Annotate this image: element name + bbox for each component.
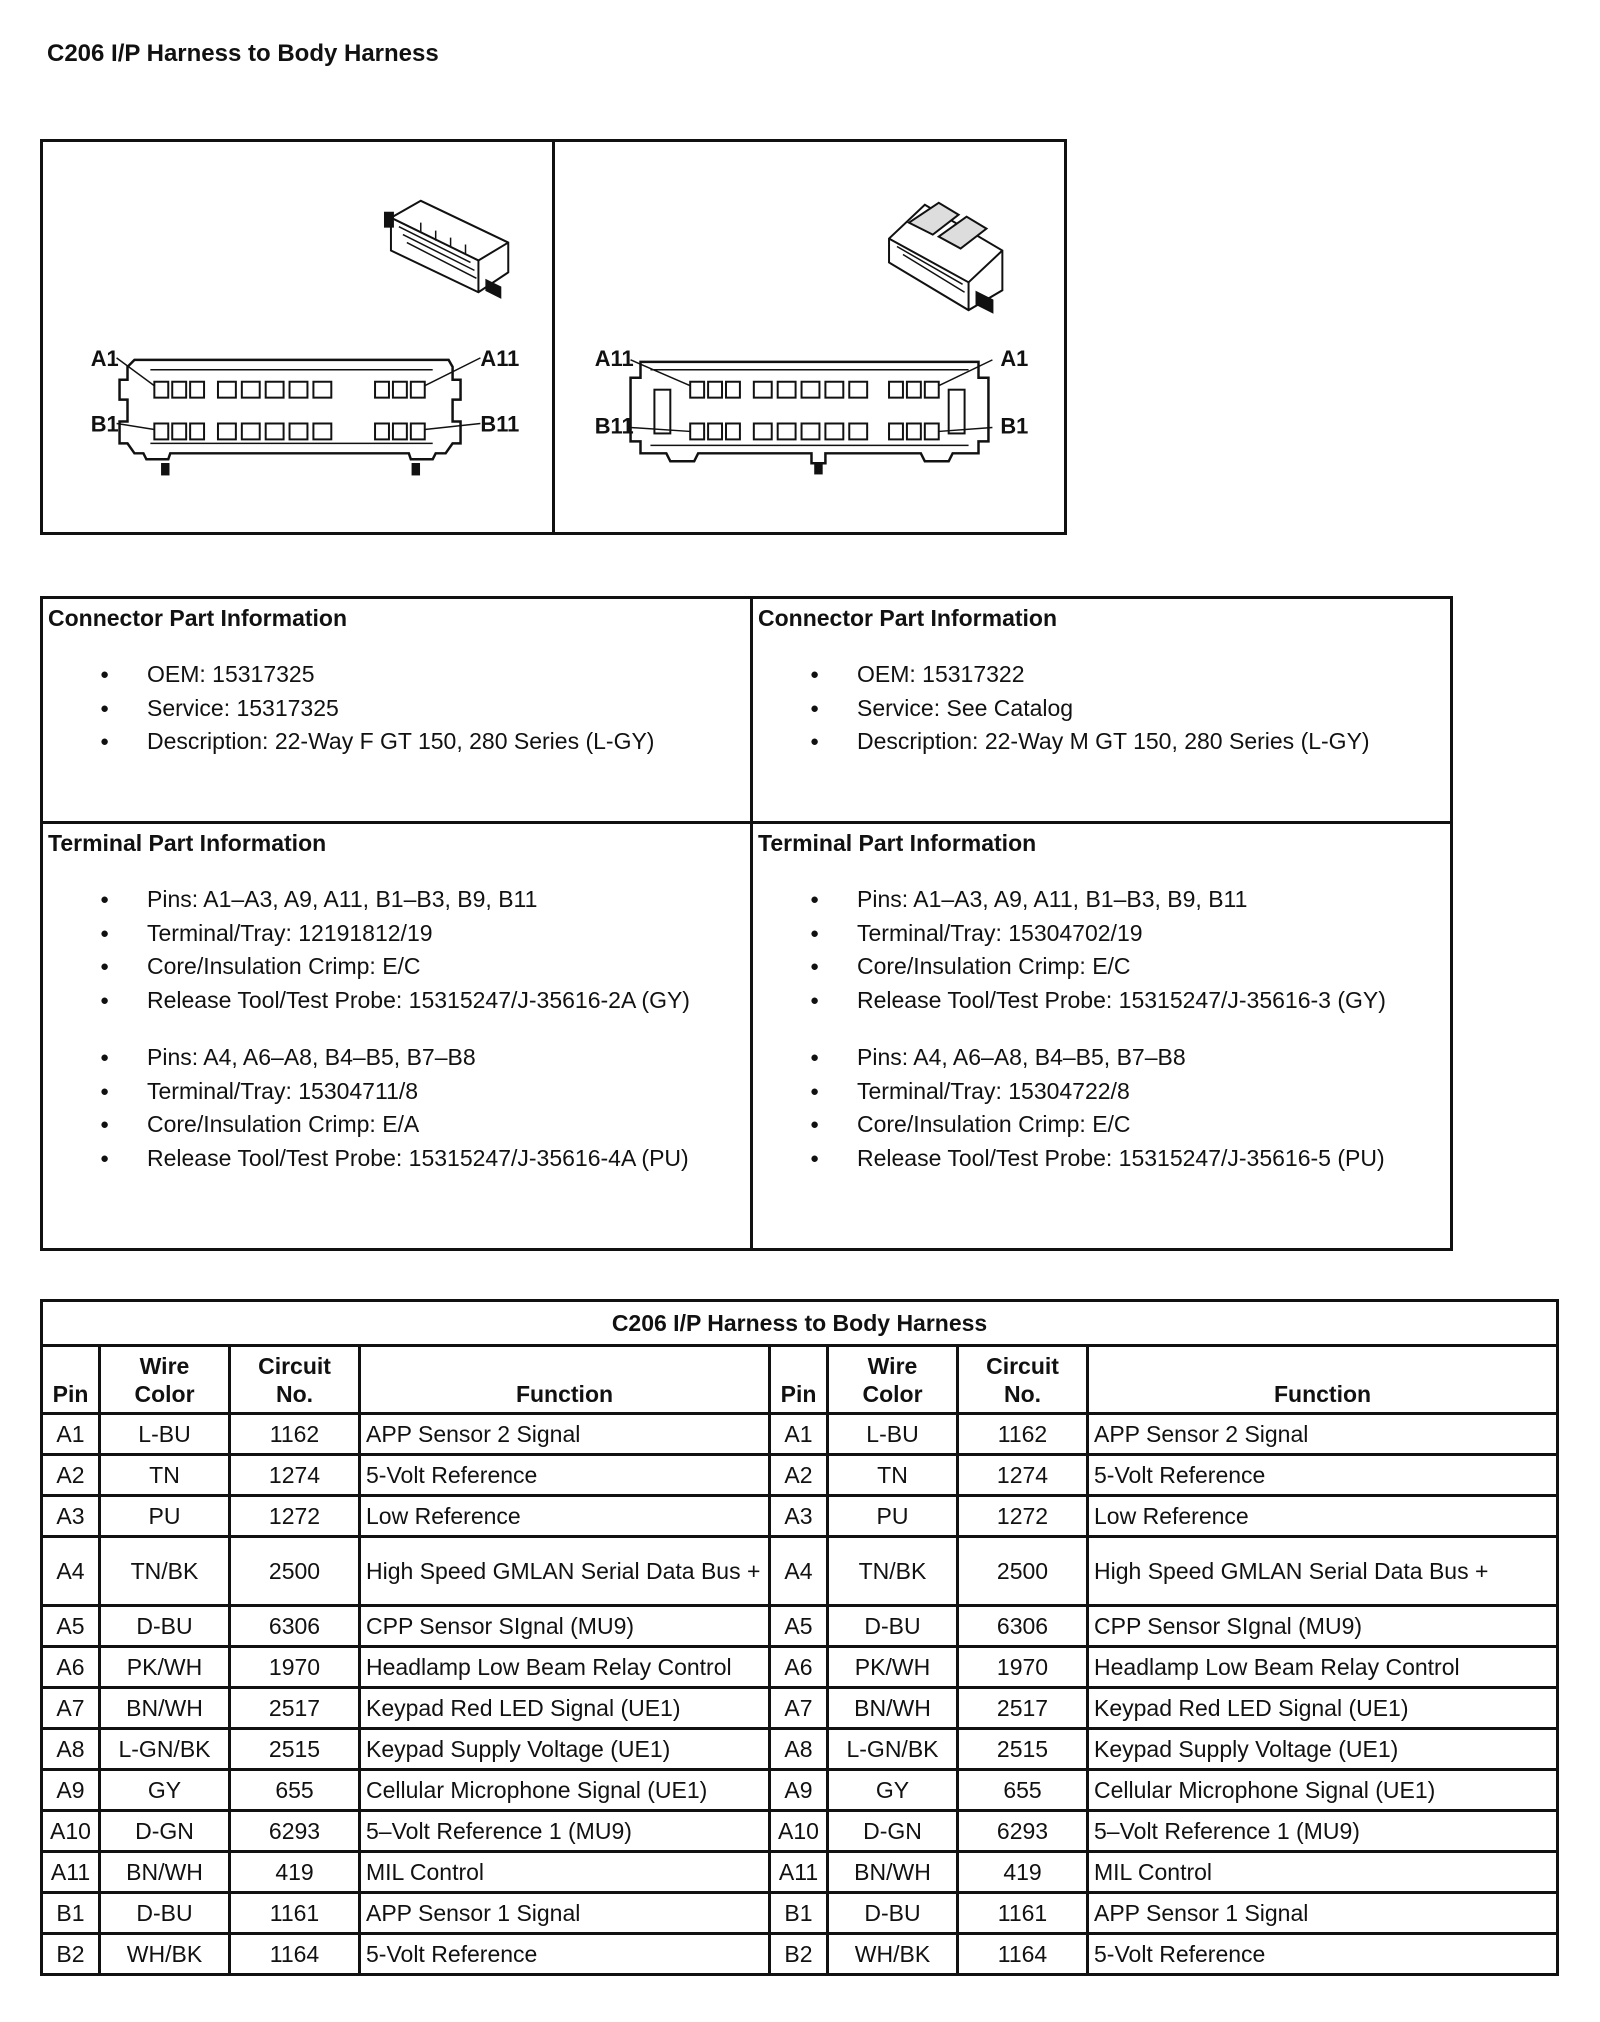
wire-color-cell: BN/WH <box>828 1852 958 1893</box>
connector-face-outline <box>120 360 461 474</box>
function-cell: High Speed GMLAN Serial Data Bus + <box>360 1537 770 1606</box>
circuit-no-cell: 2515 <box>230 1729 360 1770</box>
pin-label-b11: B11 <box>480 411 520 437</box>
list-item: ● Description: 22-Way F GT 150, 280 Series (L-GY) <box>48 725 746 759</box>
pin-cell: A6 <box>42 1647 100 1688</box>
circuit-no-cell: 2515 <box>958 1729 1088 1770</box>
wire-color-cell: TN <box>828 1455 958 1496</box>
circuit-no-cell: 1164 <box>958 1934 1088 1975</box>
pin-cell: A3 <box>770 1496 828 1537</box>
circuit-no-cell: 1970 <box>230 1647 360 1688</box>
list-item: ● OEM: 15317322 <box>758 658 1446 692</box>
list-item: ● Service: 15317325 <box>48 692 746 726</box>
pin-cell: A7 <box>770 1688 828 1729</box>
wire-color-cell: L-GN/BK <box>100 1729 230 1770</box>
list-item: ● Release Tool/Test Probe: 15315247/J-35616-4A (PU) <box>48 1142 746 1176</box>
pin-label-b1: B1 <box>90 411 119 437</box>
list-item: ● Release Tool/Test Probe: 15315247/J-35616-2A (GY) <box>48 984 746 1018</box>
wire-color-cell: TN/BK <box>100 1537 230 1606</box>
column-header-wire-color: Wire Color <box>828 1346 958 1414</box>
terminal-group-2 <box>48 1041 746 1175</box>
connector-3d-icon <box>889 203 1002 312</box>
wire-color-cell: D-GN <box>828 1811 958 1852</box>
table-row <box>42 1893 1558 1934</box>
part-info-table <box>40 596 1453 1251</box>
circuit-no-cell: 6293 <box>230 1811 360 1852</box>
connector-diagrams <box>40 139 1067 535</box>
wire-color-cell: L-BU <box>100 1414 230 1455</box>
function-cell: 5-Volt Reference <box>360 1455 770 1496</box>
circuit-no-cell: 1161 <box>958 1893 1088 1934</box>
wire-color-cell: BN/WH <box>100 1852 230 1893</box>
list-item: ● Release Tool/Test Probe: 15315247/J-35616-5 (PU) <box>758 1142 1446 1176</box>
wire-color-cell: GY <box>828 1770 958 1811</box>
circuit-no-cell: 1274 <box>958 1455 1088 1496</box>
circuit-no-cell: 6306 <box>230 1606 360 1647</box>
pin-cell: A4 <box>770 1537 828 1606</box>
function-cell: Cellular Microphone Signal (UE1) <box>360 1770 770 1811</box>
table-row <box>42 1811 1558 1852</box>
table-row <box>42 1455 1558 1496</box>
table-row <box>42 1496 1558 1537</box>
pin-cell: A2 <box>770 1455 828 1496</box>
circuit-no-cell: 655 <box>230 1770 360 1811</box>
table-row <box>42 1606 1558 1647</box>
pin-cell: A11 <box>42 1852 100 1893</box>
circuit-no-cell: 1274 <box>230 1455 360 1496</box>
pin-cell: A5 <box>770 1606 828 1647</box>
list-item: ● OEM: 15317325 <box>48 658 746 692</box>
wire-color-cell: WH/BK <box>100 1934 230 1975</box>
circuit-no-cell: 6293 <box>958 1811 1088 1852</box>
terminal-info-heading: Terminal Part Information <box>758 830 1037 856</box>
column-header-circuit-no: Circuit No. <box>958 1346 1088 1414</box>
terminal-info-right <box>752 823 1452 1250</box>
list-item: ● Release Tool/Test Probe: 15315247/J-35616-3 (GY) <box>758 984 1446 1018</box>
list-item: ● Service: See Catalog <box>758 692 1446 726</box>
circuit-no-cell: 655 <box>958 1770 1088 1811</box>
pin-cell: A11 <box>770 1852 828 1893</box>
list-item: ● Terminal/Tray: 15304702/19 <box>758 917 1446 951</box>
connector-info-heading: Connector Part Information <box>48 605 348 631</box>
wire-color-cell: L-BU <box>828 1414 958 1455</box>
table-row <box>42 1770 1558 1811</box>
pin-cell: A4 <box>42 1537 100 1606</box>
connector-3d-icon <box>385 201 508 297</box>
pin-label-a1: A1 <box>90 345 119 371</box>
connector-info-list <box>758 658 1446 759</box>
circuit-no-cell: 2500 <box>230 1537 360 1606</box>
list-item: ● Pins: A4, A6–A8, B4–B5, B7–B8 <box>48 1041 746 1075</box>
terminal-group-2 <box>758 1041 1446 1175</box>
wire-color-cell: PK/WH <box>828 1647 958 1688</box>
pin-label-b11: B11 <box>594 413 634 439</box>
list-item: ● Terminal/Tray: 12191812/19 <box>48 917 746 951</box>
pin-label-a1: A1 <box>1000 345 1029 371</box>
column-header-circuit-no: Circuit No. <box>230 1346 360 1414</box>
terminal-info-left <box>42 823 752 1250</box>
column-header-function: Function <box>1088 1346 1558 1414</box>
wire-color-cell: L-GN/BK <box>828 1729 958 1770</box>
pin-cell: A9 <box>42 1770 100 1811</box>
pin-cell: A8 <box>42 1729 100 1770</box>
connector-info-heading: Connector Part Information <box>758 605 1058 631</box>
function-cell: 5-Volt Reference <box>1088 1455 1558 1496</box>
function-cell: Keypad Supply Voltage (UE1) <box>1088 1729 1558 1770</box>
pin-cell: A1 <box>42 1414 100 1455</box>
pin-cell: A3 <box>42 1496 100 1537</box>
column-header-function: Function <box>360 1346 770 1414</box>
wire-color-cell: BN/WH <box>828 1688 958 1729</box>
pinout-table <box>40 1299 1559 1976</box>
function-cell: Keypad Supply Voltage (UE1) <box>360 1729 770 1770</box>
table-row <box>42 1729 1558 1770</box>
female-connector-drawing <box>43 142 552 532</box>
connector-info-list <box>48 658 746 759</box>
circuit-no-cell: 2517 <box>958 1688 1088 1729</box>
function-cell: Keypad Red LED Signal (UE1) <box>1088 1688 1558 1729</box>
function-cell: APP Sensor 2 Signal <box>1088 1414 1558 1455</box>
table-row <box>42 1852 1558 1893</box>
pin-cavities <box>154 382 424 440</box>
pin-label-a11: A11 <box>480 345 520 371</box>
female-connector-diagram <box>43 142 552 532</box>
circuit-no-cell: 419 <box>230 1852 360 1893</box>
function-cell: APP Sensor 2 Signal <box>360 1414 770 1455</box>
pin-cell: A6 <box>770 1647 828 1688</box>
pin-cell: A10 <box>42 1811 100 1852</box>
wire-color-cell: D-BU <box>828 1893 958 1934</box>
list-item: ● Description: 22-Way M GT 150, 280 Series (L-GY) <box>758 725 1446 759</box>
circuit-no-cell: 2517 <box>230 1688 360 1729</box>
circuit-no-cell: 1272 <box>230 1496 360 1537</box>
circuit-no-cell: 6306 <box>958 1606 1088 1647</box>
wire-color-cell: PK/WH <box>100 1647 230 1688</box>
pin-cell: A10 <box>770 1811 828 1852</box>
table-row <box>42 1934 1558 1975</box>
wire-color-cell: TN <box>100 1455 230 1496</box>
circuit-no-cell: 419 <box>958 1852 1088 1893</box>
pin-cell: A8 <box>770 1729 828 1770</box>
wire-color-cell: GY <box>100 1770 230 1811</box>
circuit-no-cell: 1970 <box>958 1647 1088 1688</box>
circuit-no-cell: 1164 <box>230 1934 360 1975</box>
terminal-group-1 <box>48 883 746 1017</box>
wire-color-cell: D-BU <box>100 1606 230 1647</box>
list-item: ● Terminal/Tray: 15304722/8 <box>758 1075 1446 1109</box>
pin-cell: A2 <box>42 1455 100 1496</box>
function-cell: 5–Volt Reference 1 (MU9) <box>360 1811 770 1852</box>
list-item: ● Pins: A1–A3, A9, A11, B1–B3, B9, B11 <box>758 883 1446 917</box>
circuit-no-cell: 1272 <box>958 1496 1088 1537</box>
page-title: C206 I/P Harness to Body Harness <box>47 40 439 67</box>
pinout-table-title: C206 I/P Harness to Body Harness <box>42 1301 1558 1346</box>
function-cell: Cellular Microphone Signal (UE1) <box>1088 1770 1558 1811</box>
column-header-pin: Pin <box>42 1346 100 1414</box>
list-item: ● Pins: A1–A3, A9, A11, B1–B3, B9, B11 <box>48 883 746 917</box>
circuit-no-cell: 2500 <box>958 1537 1088 1606</box>
function-cell: 5–Volt Reference 1 (MU9) <box>1088 1811 1558 1852</box>
pin-cell: B1 <box>770 1893 828 1934</box>
wire-color-cell: D-GN <box>100 1811 230 1852</box>
connector-info-right <box>752 598 1452 823</box>
connector-face-outline <box>631 362 989 473</box>
circuit-no-cell: 1162 <box>958 1414 1088 1455</box>
connector-info-left <box>42 598 752 823</box>
terminal-group-1 <box>758 883 1446 1017</box>
pin-cell: B2 <box>770 1934 828 1975</box>
terminal-info-heading: Terminal Part Information <box>48 830 327 856</box>
pin-label-a11: A11 <box>594 345 634 371</box>
function-cell: 5-Volt Reference <box>1088 1934 1558 1975</box>
circuit-no-cell: 1161 <box>230 1893 360 1934</box>
pin-cell: B2 <box>42 1934 100 1975</box>
male-connector-diagram <box>552 142 1064 532</box>
function-cell: MIL Control <box>1088 1852 1558 1893</box>
pin-cavities <box>654 382 964 440</box>
function-cell: High Speed GMLAN Serial Data Bus + <box>1088 1537 1558 1606</box>
table-row <box>42 1647 1558 1688</box>
function-cell: CPP Sensor SIgnal (MU9) <box>1088 1606 1558 1647</box>
wire-color-cell: BN/WH <box>100 1688 230 1729</box>
wire-color-cell: PU <box>100 1496 230 1537</box>
wire-color-cell: D-BU <box>100 1893 230 1934</box>
wire-color-cell: D-BU <box>828 1606 958 1647</box>
table-row <box>42 1537 1558 1606</box>
list-item: ● Pins: A4, A6–A8, B4–B5, B7–B8 <box>758 1041 1446 1075</box>
function-cell: 5-Volt Reference <box>360 1934 770 1975</box>
wire-color-cell: TN/BK <box>828 1537 958 1606</box>
list-item: ● Core/Insulation Crimp: E/C <box>758 1108 1446 1142</box>
wire-color-cell: PU <box>828 1496 958 1537</box>
function-cell: Headlamp Low Beam Relay Control <box>1088 1647 1558 1688</box>
list-item: ● Terminal/Tray: 15304711/8 <box>48 1075 746 1109</box>
male-connector-drawing <box>555 142 1064 532</box>
table-row <box>42 1414 1558 1455</box>
function-cell: MIL Control <box>360 1852 770 1893</box>
function-cell: CPP Sensor SIgnal (MU9) <box>360 1606 770 1647</box>
pinout-rows <box>42 1414 1558 1975</box>
function-cell: Low Reference <box>360 1496 770 1537</box>
list-item: ● Core/Insulation Crimp: E/A <box>48 1108 746 1142</box>
table-row <box>42 1688 1558 1729</box>
wire-color-cell: WH/BK <box>828 1934 958 1975</box>
pin-cell: A9 <box>770 1770 828 1811</box>
function-cell: Keypad Red LED Signal (UE1) <box>360 1688 770 1729</box>
pin-label-b1: B1 <box>1000 413 1029 439</box>
pin-cell: B1 <box>42 1893 100 1934</box>
function-cell: Headlamp Low Beam Relay Control <box>360 1647 770 1688</box>
list-item: ● Core/Insulation Crimp: E/C <box>758 950 1446 984</box>
column-header-pin: Pin <box>770 1346 828 1414</box>
pin-cell: A1 <box>770 1414 828 1455</box>
function-cell: Low Reference <box>1088 1496 1558 1537</box>
list-item: ● Core/Insulation Crimp: E/C <box>48 950 746 984</box>
circuit-no-cell: 1162 <box>230 1414 360 1455</box>
pin-cell: A5 <box>42 1606 100 1647</box>
column-header-wire-color: Wire Color <box>100 1346 230 1414</box>
pin-cell: A7 <box>42 1688 100 1729</box>
function-cell: APP Sensor 1 Signal <box>360 1893 770 1934</box>
function-cell: APP Sensor 1 Signal <box>1088 1893 1558 1934</box>
